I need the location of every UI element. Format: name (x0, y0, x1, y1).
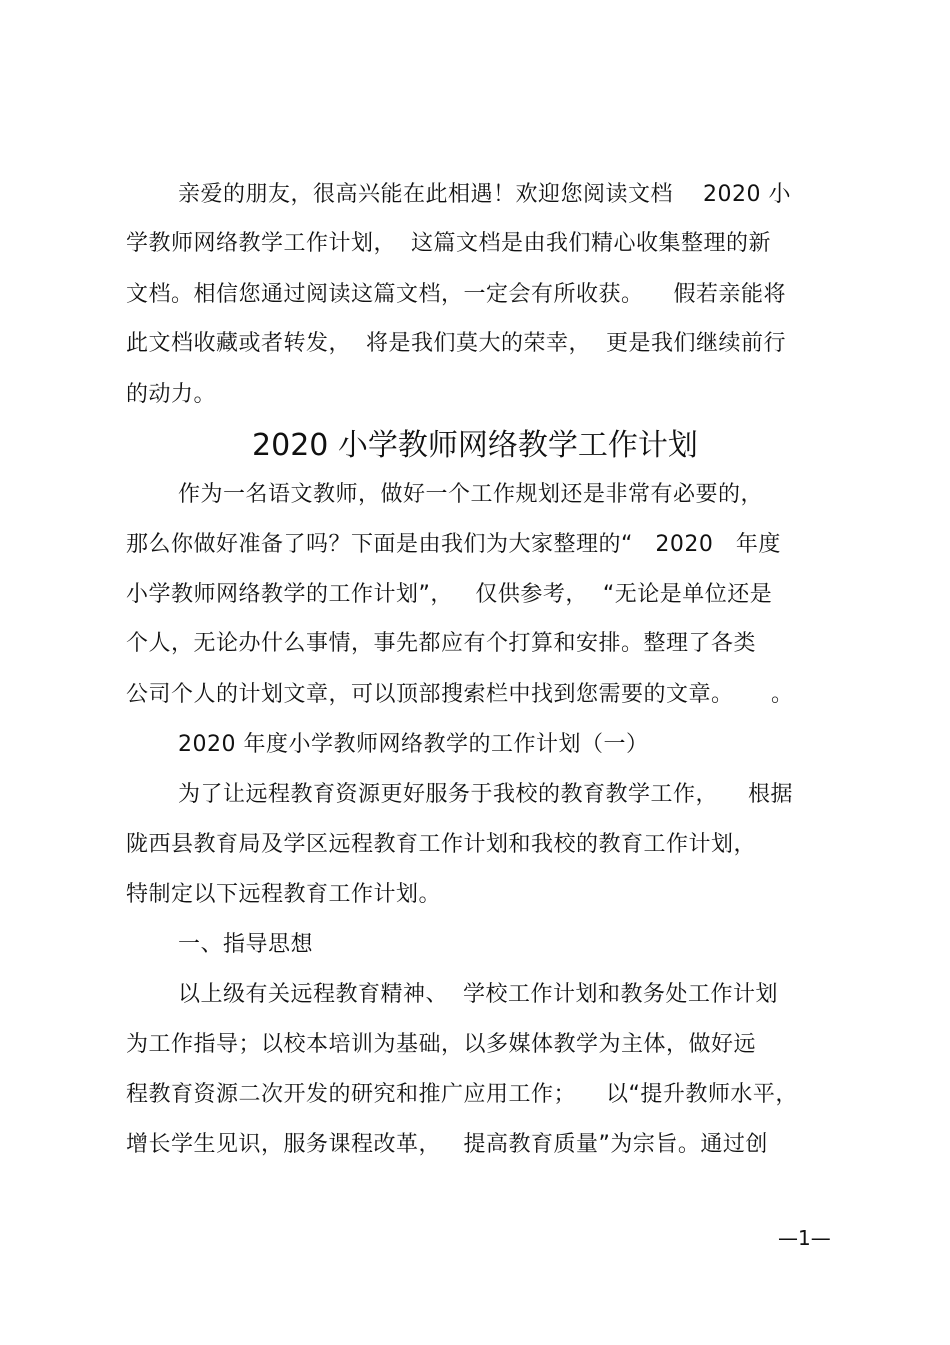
section-heading: 2020 年度小学教师网络教学的工作计划（一） (178, 732, 649, 757)
intro-line-4: 此文档收藏或者转发， 将是我们莫大的荣幸， 更是我们继续前行 (126, 331, 786, 356)
section-heading: 一、指导思想 (178, 932, 314, 957)
intro-line-5: 的动力。 (126, 382, 217, 407)
body-line: 个人，无论办什么事情，事先都应有个打算和安排。整理了各类 (126, 631, 757, 656)
body-line: 为工作指导；以校本培训为基础，以多媒体教学为主体，做好远 (126, 1032, 757, 1057)
body-line: 作为一名语文教师，做好一个工作规划还是非常有必要的， (178, 482, 764, 507)
intro-line-1: 亲爱的朋友，很高兴能在此相遇！欢迎您阅读文档 2020 小 (178, 182, 791, 207)
page-number: —1— (778, 1226, 831, 1250)
body-line: 那么你做好准备了吗？下面是由我们为大家整理的“ 2020 年度 (126, 532, 781, 557)
document-title: 2020 小学教师网络教学工作计划 (252, 428, 698, 463)
body-line: 小学教师网络教学的工作计划”， 仅供参考， “无论是单位还是 (126, 582, 773, 607)
body-line: 增长学生见识，服务课程改革， 提高教育质量”为宗旨。通过创 (126, 1132, 768, 1157)
body-line: 程教育资源二次开发的研究和推广应用工作； 以“提升教师水平， (126, 1082, 798, 1107)
body-line: 陇西县教育局及学区远程教育工作计划和我校的教育工作计划， (126, 832, 757, 857)
intro-line-3: 文档。相信您通过阅读这篇文档，一定会有所收获。 假若亲能将 (126, 282, 786, 307)
intro-line-2: 学教师网络教学工作计划， 这篇文档是由我们精心收集整理的新 (126, 231, 771, 256)
body-line: 为了让远程教育资源更好服务于我校的教育教学工作， 根据 (178, 782, 793, 807)
body-line: 以上级有关远程教育精神、 学校工作计划和教务处工作计划 (178, 982, 778, 1007)
body-line: 公司个人的计划文章，可以顶部搜索栏中找到您需要的文章。 。 (126, 682, 794, 707)
body-line: 特制定以下远程教育工作计划。 (126, 882, 442, 907)
